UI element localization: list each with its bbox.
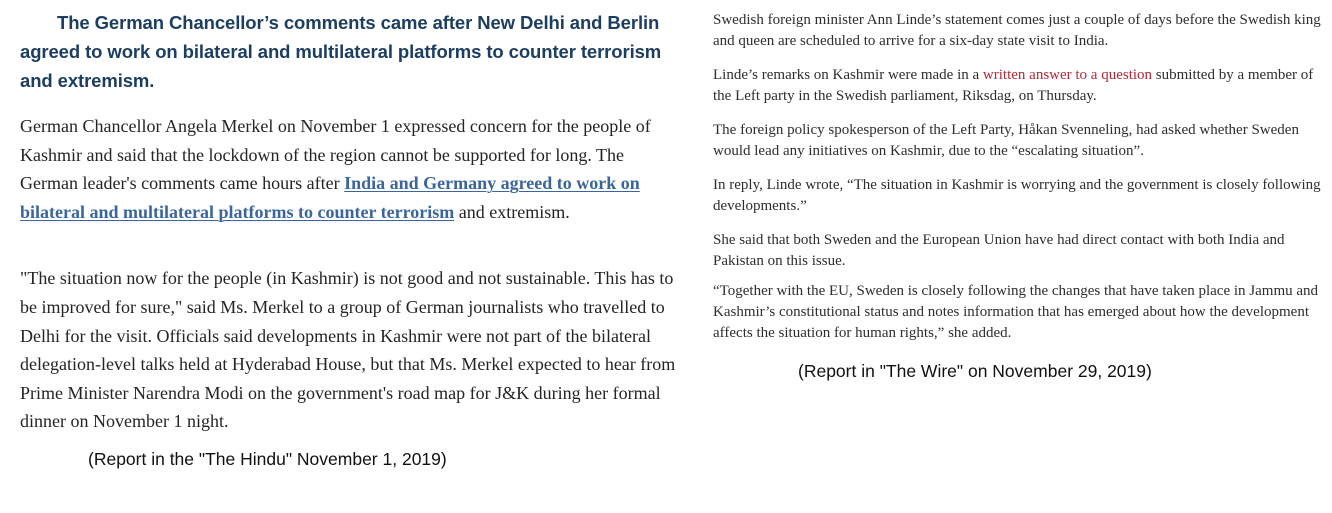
paragraph-text: German Chancellor Angela Merkel on November 1 expressed concern for the people of Kashmir and said that the lockdown of the region cannot be supported for long. The German leader's comments came hours after [20,116,651,194]
article-right-wire [713,10,1325,382]
paragraph-merkel-concern [20,112,678,226]
inline-link-india-germany-platforms[interactable]: India and Germany agreed to work on bilateral and multilateral platforms to counter terrorism [20,173,640,222]
attribution-the-hindu: (Report in the "The Hindu" November 1, 2019) [88,448,447,469]
paragraph-linde-statement: Swedish foreign minister Ann Linde’s statement comes just a couple of days before the Swedish king and queen are scheduled to arrive for a six-day state visit to India. [713,12,1321,49]
paragraph-linde-reply: In reply, Linde wrote, “The situation in Kashmir is worrying and the government is closely following developments.” [713,177,1321,214]
paragraph-text: and extremism. [454,201,570,222]
paragraph-linde-remarks [713,65,1325,107]
paragraph-together-with-eu: “Together with the EU, Sweden is closely following the changes that have taken place in Jammu and Kashmir’s constitutional status and notes information that has emerged about how the development affects the situation for human rights,” she added. [713,283,1319,341]
article-left-hindu [20,8,678,470]
inline-link-written-answer[interactable]: written answer to a question [982,67,1153,83]
paragraph-text: submitted by a member of the Left party in the Swedish parliament, Riksdag, on Thursday. [713,67,1314,104]
attribution-the-wire: (Report in "The Wire" on November 29, 2019) [798,361,1152,381]
paragraph-sweden-eu-contact: She said that both Sweden and the European Union have had direct contact with both India and Pakistan on this issue. [713,232,1285,269]
paragraph-left-party-spokesperson: The foreign policy spokesperson of the Left Party, Håkan Svenneling, had asked whether Sweden would lead any initiatives on Kashmir, due to the “escalating situation”. [713,122,1299,159]
paragraph-merkel-quote: "The situation now for the people (in Kashmir) is not good and not sustainable. This has to be improved for sure," said Ms. Merkel to a group of German journalists who travelled to Delhi for the visit. Officials said developments in Kashmir were not part of the bilateral delegation-level talks held at Hyderabad House, but that Ms. Merkel expected to hear from Prime Minister Narendra Modi on the government's road map for J&K during her formal dinner on November 1 night. [20,268,676,432]
paragraph-text: Linde’s remarks on Kashmir were made in a [713,67,983,83]
article-headline: The German Chancellor’s comments came after New Delhi and Berlin agreed to work on bilateral and multilateral platforms to counter terrorism and extremism. [20,12,662,91]
